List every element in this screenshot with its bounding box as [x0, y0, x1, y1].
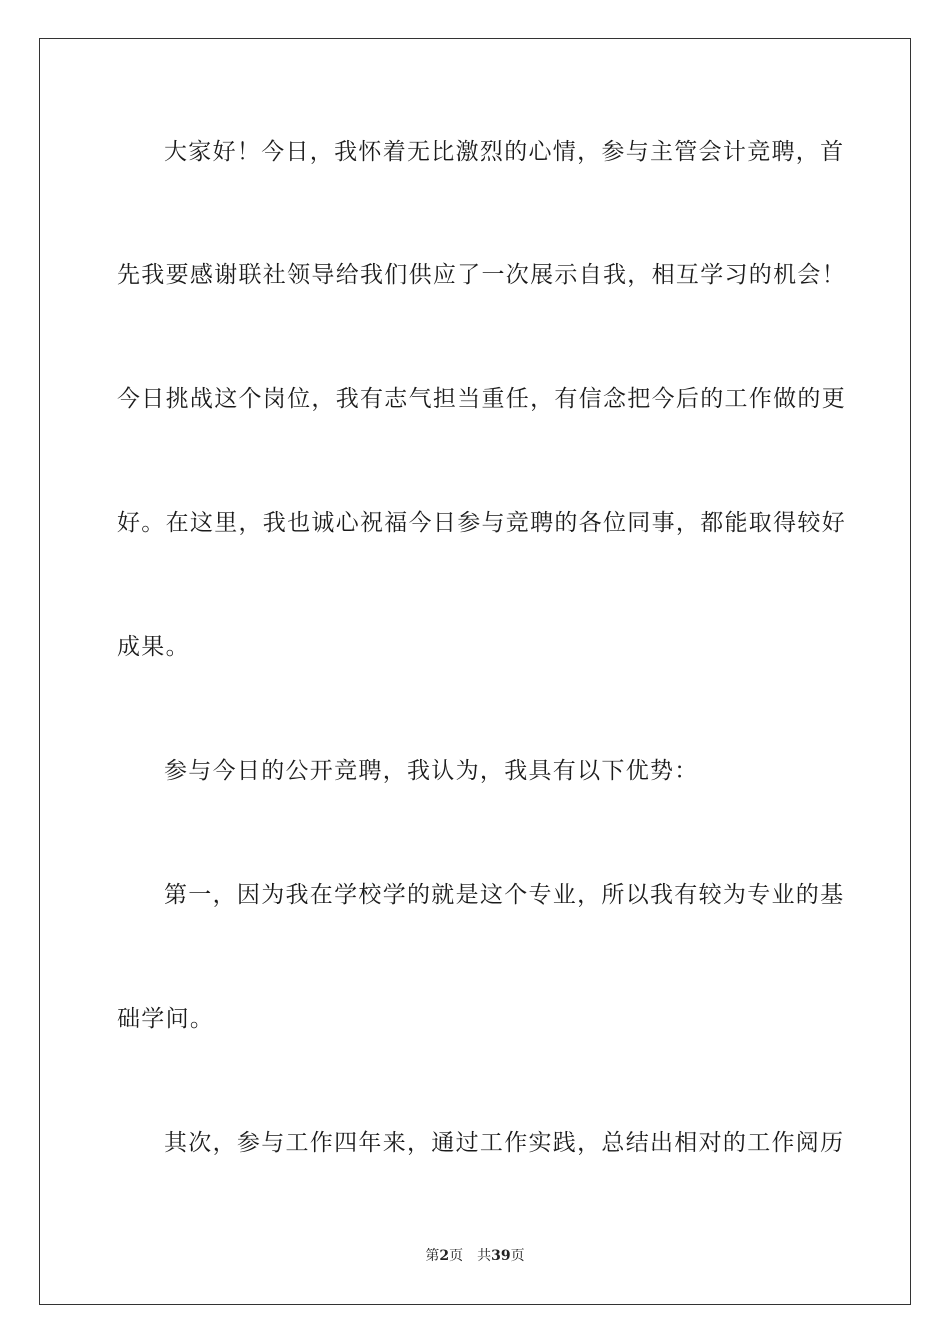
paragraph-line: 先我要感谢联社领导给我们供应了一次展示自我，相互学习的机会！: [117, 262, 846, 288]
paragraph-line: 大家好！今日，我怀着无比激烈的心情，参与主管会计竞聘，首: [164, 139, 845, 165]
paragraph-line: 成果。: [117, 634, 190, 660]
paragraph-line: 第一，因为我在学校学的就是这个专业，所以我有较为专业的基: [164, 882, 845, 908]
page-footer: [0, 1247, 950, 1265]
footer-total-pages: 39: [491, 1248, 511, 1264]
paragraph-line: 今日挑战这个岗位，我有志气担当重任，有信念把今后的工作做的更: [117, 386, 846, 412]
paragraph-line: 好。在这里，我也诚心祝福今日参与竞聘的各位同事，都能取得较好: [117, 510, 846, 536]
paragraph-line: 础学问。: [117, 1006, 215, 1032]
paragraph-line: 其次，参与工作四年来，通过工作实践，总结出相对的工作阅历: [164, 1130, 845, 1156]
footer-page-prefix: 第: [425, 1248, 440, 1264]
footer-page-number: 2: [439, 1248, 450, 1264]
paragraph-line: 参与今日的公开竞聘，我认为，我具有以下优势：: [164, 758, 699, 784]
footer-page-suffix: 页: [449, 1248, 464, 1264]
page-frame: [39, 38, 911, 1305]
footer-total-prefix: 共: [477, 1248, 492, 1264]
footer-total-suffix: 页: [510, 1248, 525, 1264]
